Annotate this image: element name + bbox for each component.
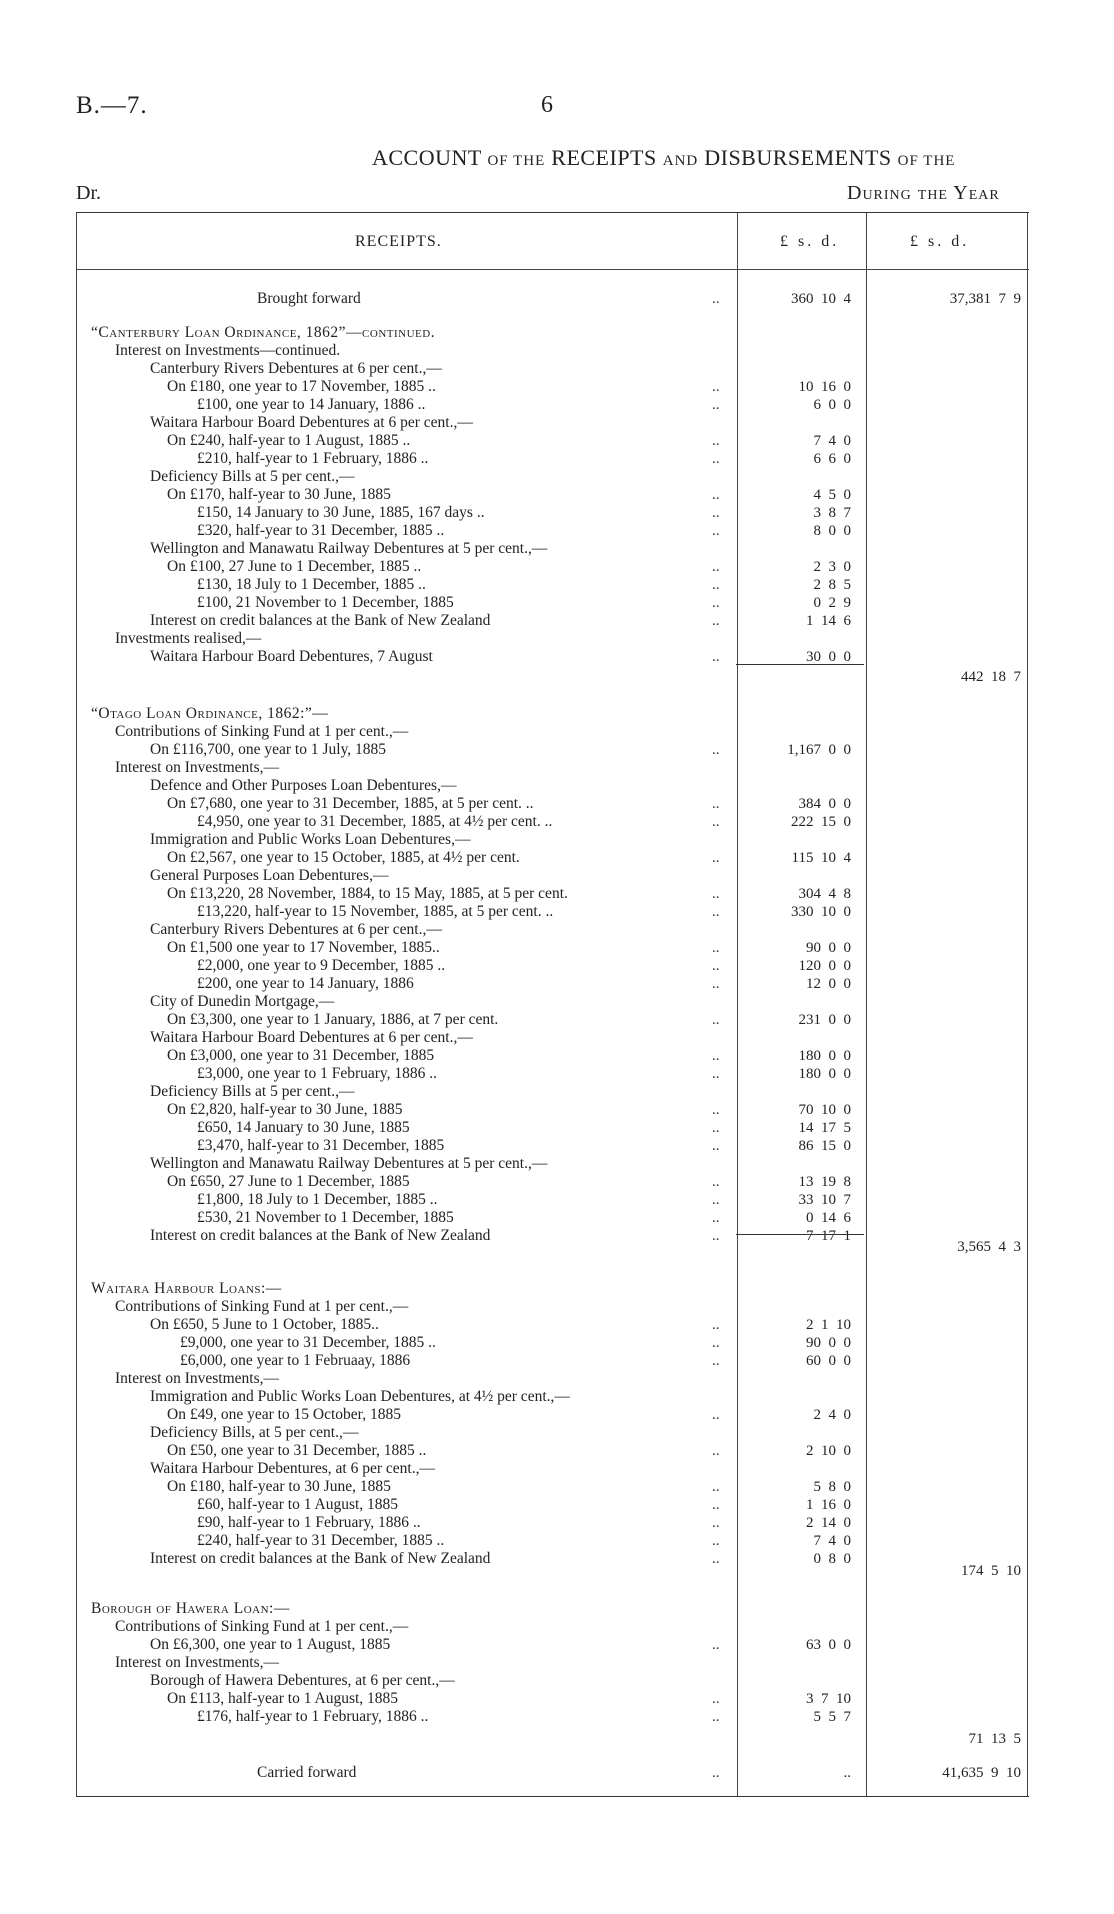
amount-cell: 1 16 0 — [806, 1497, 851, 1513]
row-description: On £3,300, one year to 1 January, 1886, at 7 per cent. — [167, 1011, 499, 1028]
row-description: On £6,300, one year to 1 August, 1885 — [150, 1636, 391, 1653]
page-title — [372, 145, 955, 171]
amount-cell: 120 0 0 — [798, 958, 851, 974]
row-description: £530, 21 November to 1 December, 1885 — [197, 1209, 454, 1226]
leader-dots: .. — [712, 796, 720, 812]
amount-cell: 2 4 0 — [813, 1407, 851, 1423]
leader-dots: .. — [712, 1515, 720, 1531]
document-reference: B.—7. — [76, 92, 148, 119]
row-description: Interest on credit balances at the Bank of New Zealand — [150, 1227, 491, 1244]
leader-dots: .. — [712, 1551, 720, 1567]
amount-cell: 7 4 0 — [813, 1533, 851, 1549]
amount-cell: 1,167 0 0 — [787, 742, 851, 758]
amount-cell: 10 16 0 — [798, 379, 851, 395]
amount-cell: .. — [843, 1765, 851, 1781]
leader-dots: .. — [712, 505, 720, 521]
leader-dots: .. — [712, 1533, 720, 1549]
leader-dots: .. — [712, 1691, 720, 1707]
title-disbursements: DISBURSEMENTS — [704, 145, 892, 170]
title-receipts: RECEIPTS — [551, 145, 657, 170]
amount-column-header: £ s. d. — [780, 233, 840, 250]
row-description: £210, half-year to 1 February, 1886 .. — [197, 450, 429, 467]
leader-dots: .. — [712, 1048, 720, 1064]
leader-dots: .. — [712, 379, 720, 395]
row-description: Waitara Harbour Board Debentures at 6 per cent.,— — [150, 414, 473, 431]
row-description: City of Dunedin Mortgage,— — [150, 993, 335, 1010]
row-description: Interest on Investments,— — [115, 1654, 280, 1671]
row-description: £9,000, one year to 31 December, 1885 .. — [180, 1334, 436, 1351]
row-description: Immigration and Public Works Loan Debentures, at 4½ per cent.,— — [150, 1388, 570, 1405]
column-divider — [866, 213, 867, 1796]
amount-cell: 7 17 1 — [806, 1228, 851, 1244]
row-description: £6,000, one year to 1 Februaay, 1886 — [180, 1352, 411, 1369]
row-description: On £100, 27 June to 1 December, 1885 .. — [167, 558, 422, 575]
leader-dots: .. — [712, 595, 720, 611]
row-description: Borough of Hawera Loan:— — [91, 1600, 290, 1617]
leader-dots: .. — [712, 523, 720, 539]
leader-dots: .. — [712, 1317, 720, 1333]
amount-cell: 7 4 0 — [813, 433, 851, 449]
amount-cell: 86 15 0 — [798, 1138, 851, 1154]
amount-cell: 5 5 7 — [813, 1709, 851, 1725]
amount-cell: 180 0 0 — [798, 1048, 851, 1064]
leader-dots: .. — [712, 1066, 720, 1082]
receipts-column-header: RECEIPTS. — [355, 233, 442, 250]
row-description: Deficiency Bills, at 5 per cent.,— — [150, 1424, 359, 1441]
total-cell: 3,565 4 3 — [957, 1239, 1021, 1255]
row-description: “Otago Loan Ordinance, 1862:”— — [91, 705, 329, 722]
leader-dots: .. — [712, 559, 720, 575]
row-description: On £7,680, one year to 31 December, 1885, at 5 per cent. .. — [167, 795, 534, 812]
subtotal-rule — [736, 664, 864, 665]
amount-cell: 14 17 5 — [798, 1120, 851, 1136]
subtotal-rule — [736, 1234, 864, 1235]
amount-cell: 3 8 7 — [813, 505, 851, 521]
leader-dots: .. — [712, 577, 720, 593]
amount-cell: 2 3 0 — [813, 559, 851, 575]
amount-cell: 330 10 0 — [791, 904, 851, 920]
leader-dots: .. — [712, 1353, 720, 1369]
row-description: Waitara Harbour Board Debentures at 6 per cent.,— — [150, 1029, 473, 1046]
row-description: Waitara Harbour Loans:— — [91, 1280, 282, 1297]
amount-cell: 180 0 0 — [798, 1066, 851, 1082]
amount-cell: 0 2 9 — [813, 595, 851, 611]
leader-dots: .. — [712, 1228, 720, 1244]
leader-dots: .. — [712, 958, 720, 974]
leader-dots: .. — [712, 613, 720, 629]
column-divider — [737, 213, 738, 1796]
row-description: £2,000, one year to 9 December, 1885 .. — [197, 957, 446, 974]
amount-cell: 6 6 0 — [813, 451, 851, 467]
amount-cell: 4 5 0 — [813, 487, 851, 503]
row-description: On £113, half-year to 1 August, 1885 — [167, 1690, 399, 1707]
title-of-the-2: OF THE — [897, 153, 956, 169]
row-description: £200, one year to 14 January, 1886 — [197, 975, 414, 992]
row-description: £13,220, half-year to 15 November, 1885, at 5 per cent. .. — [197, 903, 554, 920]
leader-dots: .. — [712, 1210, 720, 1226]
amount-cell: 0 8 0 — [813, 1551, 851, 1567]
amount-cell: 90 0 0 — [806, 940, 851, 956]
amount-cell: 70 10 0 — [798, 1102, 851, 1118]
row-description: Interest on credit balances at the Bank of New Zealand — [150, 1550, 491, 1567]
amount-cell: 2 14 0 — [806, 1515, 851, 1531]
row-description: £3,000, one year to 1 February, 1886 .. — [197, 1065, 438, 1082]
row-description: General Purposes Loan Debentures,— — [150, 867, 389, 884]
amount-cell: 60 0 0 — [806, 1353, 851, 1369]
row-description: On £116,700, one year to 1 July, 1885 — [150, 741, 387, 758]
row-description: On £180, half-year to 30 June, 1885 — [167, 1478, 391, 1495]
total-cell: 442 18 7 — [961, 669, 1021, 685]
row-description: “Canterbury Loan Ordinance, 1862”—continued. — [91, 324, 436, 341]
row-description: £60, half-year to 1 August, 1885 — [197, 1496, 399, 1513]
total-cell: 41,635 9 10 — [942, 1765, 1021, 1781]
header-rule — [77, 269, 1029, 270]
amount-cell: 3 7 10 — [806, 1691, 851, 1707]
row-description: Investments realised,— — [115, 630, 262, 647]
leader-dots: .. — [712, 451, 720, 467]
row-description: Interest on Investments,— — [115, 759, 280, 776]
row-description: Brought forward — [257, 290, 361, 307]
row-description: Canterbury Rivers Debentures at 6 per cent.,— — [150, 921, 442, 938]
leader-dots: .. — [712, 433, 720, 449]
debit-label: Dr. — [76, 182, 101, 204]
title-account: ACCOUNT — [372, 145, 482, 170]
row-description: £100, one year to 14 January, 1886 .. — [197, 396, 426, 413]
row-description: £3,470, half-year to 31 December, 1885 — [197, 1137, 445, 1154]
leader-dots: .. — [712, 1138, 720, 1154]
row-description: On £3,000, one year to 31 December, 1885 — [167, 1047, 435, 1064]
page-number: 6 — [541, 92, 553, 118]
row-description: Immigration and Public Works Loan Debentures,— — [150, 831, 471, 848]
row-description: Deficiency Bills at 5 per cent.,— — [150, 1083, 355, 1100]
leader-dots: .. — [712, 1709, 720, 1725]
leader-dots: .. — [712, 1174, 720, 1190]
row-description: £176, half-year to 1 February, 1886 .. — [197, 1708, 429, 1725]
amount-cell: 0 14 6 — [806, 1210, 851, 1226]
row-description: On £170, half-year to 30 June, 1885 — [167, 486, 391, 503]
leader-dots: .. — [712, 397, 720, 413]
amount-cell: 6 0 0 — [813, 397, 851, 413]
row-description: Interest on Investments,— — [115, 1370, 280, 1387]
leader-dots: .. — [712, 487, 720, 503]
row-description: Deficiency Bills at 5 per cent.,— — [150, 468, 355, 485]
amount-cell: 231 0 0 — [798, 1012, 851, 1028]
column-divider — [1027, 213, 1028, 1796]
during-the-year-label: During the Year — [847, 182, 1000, 204]
leader-dots: .. — [712, 1012, 720, 1028]
row-description: £320, half-year to 31 December, 1885 .. — [197, 522, 445, 539]
row-description: On £13,220, 28 November, 1884, to 15 May, 1885, at 5 per cent. — [167, 885, 568, 902]
amount-cell: 384 0 0 — [798, 796, 851, 812]
row-description: £650, 14 January to 30 June, 1885 — [197, 1119, 410, 1136]
total-cell: 71 13 5 — [968, 1731, 1021, 1747]
row-description: £4,950, one year to 31 December, 1885, at 4½ per cent. .. — [197, 813, 553, 830]
leader-dots: .. — [712, 1443, 720, 1459]
amount-cell: 2 8 5 — [813, 577, 851, 593]
amount-cell: 5 8 0 — [813, 1479, 851, 1495]
row-description: On £50, one year to 31 December, 1885 .. — [167, 1442, 427, 1459]
leader-dots: .. — [712, 850, 720, 866]
row-description: Defence and Other Purposes Loan Debentures,— — [150, 777, 457, 794]
row-description: On £1,500 one year to 17 November, 1885.. — [167, 939, 440, 956]
row-description: Contributions of Sinking Fund at 1 per cent.,— — [115, 1298, 409, 1315]
leader-dots: .. — [712, 649, 720, 665]
row-description: £100, 21 November to 1 December, 1885 — [197, 594, 454, 611]
amount-cell: 8 0 0 — [813, 523, 851, 539]
amount-cell: 12 0 0 — [806, 976, 851, 992]
row-description: On £650, 27 June to 1 December, 1885 — [167, 1173, 410, 1190]
row-description: Contributions of Sinking Fund at 1 per cent.,— — [115, 723, 409, 740]
row-description: On £650, 5 June to 1 October, 1885.. — [150, 1316, 379, 1333]
row-description: On £49, one year to 15 October, 1885 — [167, 1406, 401, 1423]
row-description: Wellington and Manawatu Railway Debentures at 5 per cent.,— — [150, 540, 548, 557]
leader-dots: .. — [712, 291, 720, 307]
row-description: £1,800, 18 July to 1 December, 1885 .. — [197, 1191, 438, 1208]
amount-cell: 1 14 6 — [806, 613, 851, 629]
leader-dots: .. — [712, 1120, 720, 1136]
leader-dots: .. — [712, 1407, 720, 1423]
leader-dots: .. — [712, 940, 720, 956]
amount-cell: 13 19 8 — [798, 1174, 851, 1190]
row-description: Borough of Hawera Debentures, at 6 per cent.,— — [150, 1672, 455, 1689]
title-of-the: OF THE — [487, 153, 546, 169]
row-description: Contributions of Sinking Fund at 1 per cent.,— — [115, 1618, 409, 1635]
row-description: Interest on Investments—continued. — [115, 342, 341, 359]
row-description: Carried forward — [257, 1764, 357, 1781]
leader-dots: .. — [712, 904, 720, 920]
amount-cell: 304 4 8 — [798, 886, 851, 902]
leader-dots: .. — [712, 1497, 720, 1513]
amount-cell: 63 0 0 — [806, 1637, 851, 1653]
amount-cell: 222 15 0 — [791, 814, 851, 830]
row-description: On £2,820, half-year to 30 June, 1885 — [167, 1101, 403, 1118]
leader-dots: .. — [712, 1192, 720, 1208]
amount-cell: 33 10 7 — [798, 1192, 851, 1208]
row-description: £150, 14 January to 30 June, 1885, 167 days .. — [197, 504, 485, 521]
amount-cell: 90 0 0 — [806, 1335, 851, 1351]
amount-cell: 360 10 4 — [791, 291, 851, 307]
row-description: Interest on credit balances at the Bank of New Zealand — [150, 612, 491, 629]
leader-dots: .. — [712, 1479, 720, 1495]
leader-dots: .. — [712, 1637, 720, 1653]
amount-cell: 2 10 0 — [806, 1443, 851, 1459]
row-description: Waitara Harbour Board Debentures, 7 August — [150, 648, 433, 665]
row-description: £130, 18 July to 1 December, 1885 .. — [197, 576, 426, 593]
row-description: On £2,567, one year to 15 October, 1885, at 4½ per cent. — [167, 849, 520, 866]
row-description: Waitara Harbour Debentures, at 6 per cent.,— — [150, 1460, 435, 1477]
leader-dots: .. — [712, 742, 720, 758]
row-description: £240, half-year to 31 December, 1885 .. — [197, 1532, 445, 1549]
row-description: £90, half-year to 1 February, 1886 .. — [197, 1514, 421, 1531]
row-description: On £180, one year to 17 November, 1885 .. — [167, 378, 436, 395]
leader-dots: .. — [712, 1335, 720, 1351]
leader-dots: .. — [712, 886, 720, 902]
amount-cell: 2 1 10 — [806, 1317, 851, 1333]
title-and: AND — [662, 153, 699, 169]
row-description: Wellington and Manawatu Railway Debentures at 5 per cent.,— — [150, 1155, 548, 1172]
leader-dots: .. — [712, 976, 720, 992]
total-cell: 174 5 10 — [961, 1563, 1021, 1579]
leader-dots: .. — [712, 1102, 720, 1118]
amount-cell: 115 10 4 — [791, 850, 851, 866]
leader-dots: .. — [712, 814, 720, 830]
amount-cell: 30 0 0 — [806, 649, 851, 665]
row-description: On £240, half-year to 1 August, 1885 .. — [167, 432, 411, 449]
total-cell: 37,381 7 9 — [949, 291, 1021, 307]
row-description: Canterbury Rivers Debentures at 6 per cent.,— — [150, 360, 442, 377]
leader-dots: .. — [712, 1765, 720, 1781]
total-column-header: £ s. d. — [910, 233, 970, 250]
